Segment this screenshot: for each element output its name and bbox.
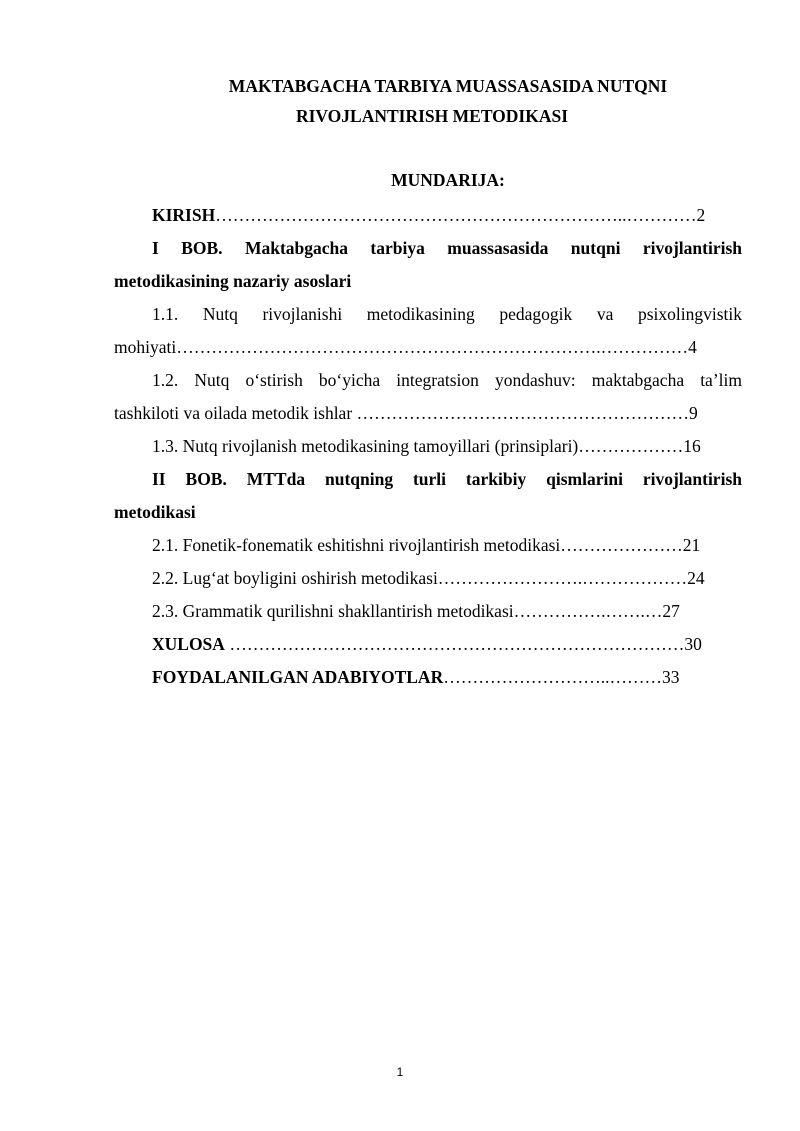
toc-entry-1-2[interactable]: 1.2. Nutq o‘stirish bo‘yicha integratsion yondashuv: maktabgacha ta’lim [152,370,742,390]
toc-kirish-label: KIRISH [152,205,216,225]
contents-heading: MUNDARIJA: [391,170,505,190]
toc-entry-adabiyotlar[interactable] [152,661,679,694]
toc-entry-xulosa[interactable] [152,628,702,661]
toc-entry-1-1-cont[interactable]: mohiyati……………………………………………………………….……………4 [114,337,697,357]
toc-xulosa-dots: ……………………………………………………………………30 [224,634,702,654]
toc-adabiyotlar-label: FOYDALANILGAN ADABIYOTLAR [152,667,444,687]
toc-entry-1-3[interactable]: 1.3. Nutq rivojlanish metodikasining tamoyillari (prinsiplari)………………16 [152,436,701,456]
page-number: 1 [396,1065,404,1079]
toc-entry-2-1[interactable]: 2.1. Fonetik-fonematik eshitishni rivojlantirish metodikasi…………………21 [152,535,701,555]
toc-entry-1-1[interactable]: 1.1. Nutq rivojlanishi metodikasining pedagogik va psixolingvistik [152,304,742,324]
toc-entry-kirish[interactable] [152,199,705,232]
document-title-line-1: MAKTABGACHA TARBIYA MUASSASASIDA NUTQNI [228,76,668,96]
toc-entry-1-2-cont[interactable]: tashkiloti va oilada metodik ishlar …………………………………………………9 [114,403,698,423]
toc-kirish-dots: ……………………………………………………………..…………2 [215,205,706,225]
document-title-line-2: RIVOJLANTIRISH METODIKASI [295,106,569,126]
toc-entry-bob1-cont[interactable]: metodikasining nazariy asoslari [114,271,352,291]
toc-adabiyotlar-dots: ………………………..………33 [443,667,680,687]
toc-xulosa-label: XULOSA [152,634,225,654]
toc-entry-bob1[interactable]: I BOB. Maktabgacha tarbiya muassasasida nutqni rivojlantirish [152,238,742,258]
toc-entry-bob2[interactable]: II BOB. MTTda nutqning turli tarkibiy qismlarini rivojlantirish [152,469,742,489]
toc-entry-2-3[interactable]: 2.3. Grammatik qurilishni shakllantirish metodikasi…………….…….…27 [152,601,680,621]
toc-entry-bob2-cont[interactable]: metodikasi [114,502,196,522]
toc-entry-2-2[interactable]: 2.2. Lug‘at boyligini oshirish metodikasi…………………….………………24 [152,568,705,588]
